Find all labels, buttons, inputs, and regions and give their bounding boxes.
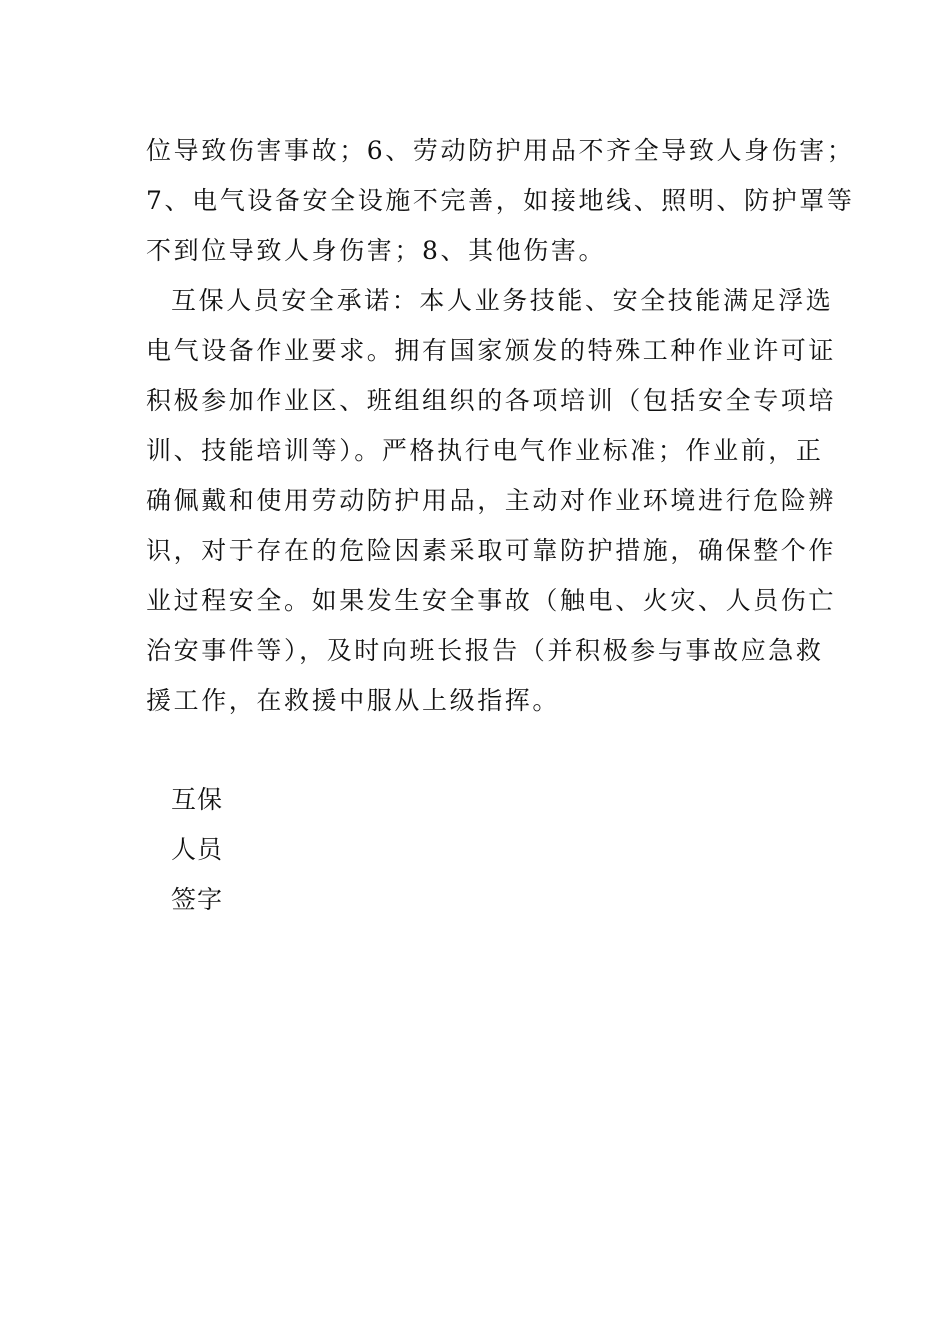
paragraph-2-line-5: 确佩戴和使用劳动防护用品，主动对作业环境进行危险辨 bbox=[146, 486, 837, 515]
paragraph-2-line-9: 援工作，在救援中服从上级指挥。 bbox=[146, 686, 561, 715]
paragraph-2-line-4: 训、技能培训等）。严格执行电气作业标准；作业前，正 bbox=[146, 436, 824, 465]
paragraph-1-line-2: 7、电气设备安全设施不完善，如接地线、照明、防护罩等 bbox=[146, 186, 855, 215]
signature-label-line-1: 互保 bbox=[171, 785, 224, 814]
paragraph-1-line-1: 位导致伤害事故；6、劳动防护用品不齐全导致人身伤害； bbox=[146, 136, 855, 165]
paragraph-2-line-7: 业过程安全。如果发生安全事故（触电、火灾、人员伤亡 bbox=[146, 586, 837, 615]
paragraph-2-line-3: 积极参加作业区、班组组织的各项培训（包括安全专项培 bbox=[146, 386, 837, 415]
paragraph-2-line-1: 互保人员安全承诺：本人业务技能、安全技能满足浮选 bbox=[171, 286, 834, 315]
paragraph-2-line-8: 治安事件等），及时向班长报告（并积极参与事故应急救 bbox=[146, 636, 824, 665]
signature-label-line-3: 签字 bbox=[171, 885, 224, 914]
paragraph-2-line-6: 识，对于存在的危险因素采取可靠防护措施，确保整个作 bbox=[146, 536, 837, 565]
signature-label-line-2: 人员 bbox=[171, 835, 224, 864]
paragraph-1-line-3: 不到位导致人身伤害；8、其他伤害。 bbox=[146, 236, 607, 265]
paragraph-2-line-2: 电气设备作业要求。拥有国家颁发的特殊工种作业许可证 bbox=[146, 336, 837, 365]
